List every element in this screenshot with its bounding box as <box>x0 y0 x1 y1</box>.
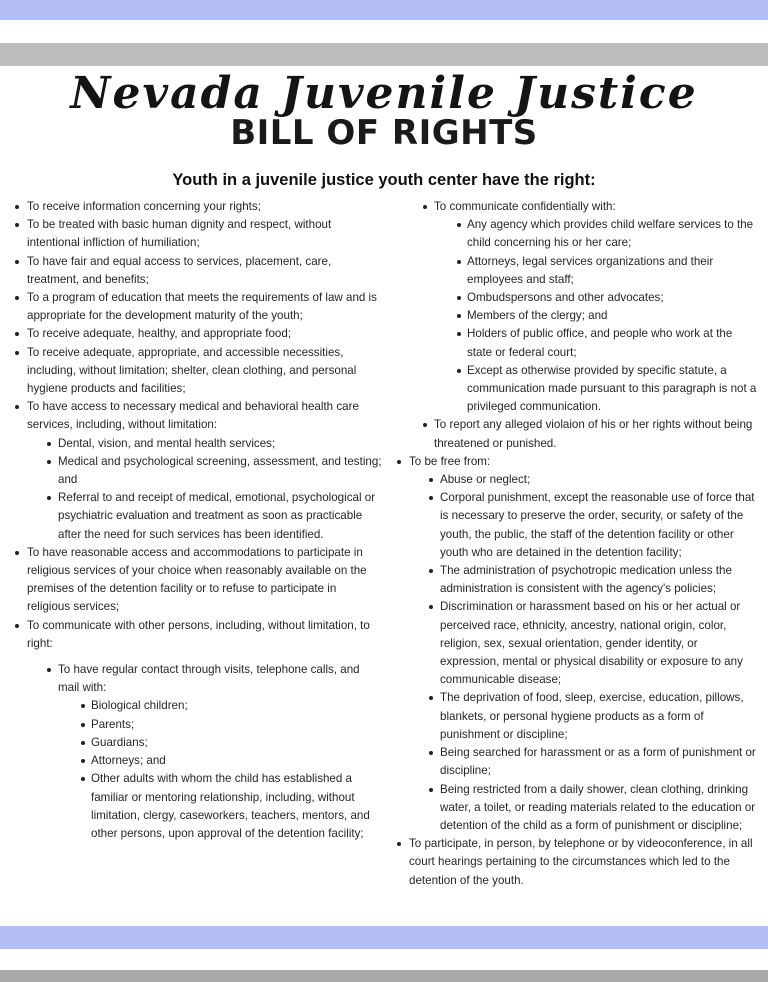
page-title: BILL OF RIGHTS <box>230 113 538 153</box>
confidential-item: Any agency which provides child welfare services to the child concerning his or her care; <box>454 216 758 252</box>
top-gray-band <box>0 43 768 66</box>
sublist-item: Referral to and receipt of medical, emotional, psychological or psychiatric evaluation and treatment as soon as practicable after the need for such services has been identified. <box>43 489 382 544</box>
contact-item: Parents; <box>78 716 382 734</box>
contact-item: Guardians; <box>78 734 382 752</box>
sublist-item: Dental, vision, and mental health services; <box>43 435 382 453</box>
list-item: To have fair and equal access to services, placement, care, treatment, and benefits; <box>10 253 382 289</box>
list-item: To receive adequate, healthy, and appropriate food; <box>10 325 382 343</box>
rights-list-right <box>392 198 758 890</box>
bottom-gray-band <box>0 970 768 982</box>
continued-items <box>392 198 758 453</box>
sublist-item-confidential <box>419 198 758 416</box>
right-column <box>392 198 758 890</box>
communicate-sublist <box>43 661 382 843</box>
confidential-item: Ombudspersons and other advocates; <box>454 289 758 307</box>
contact-item: Attorneys; and <box>78 752 382 770</box>
sublist-item: Being restricted from a daily shower, clean clothing, drinking water, a toilet, or reading materials related to the education or detention of the child as a form of punishment or discipline; <box>425 781 758 836</box>
contact-item: Other adults with whom the child has established a familiar or mentoring relationship, including, without limitation, clergy, caseworkers, teachers, mentors, and other persons, upon approval of the detention facility; <box>78 770 382 843</box>
list-item: To have reasonable access and accommodations to participate in religious services of your choice when reasonably available on the premises of the detention facility or to refuse to participate in religious services; <box>10 544 382 617</box>
confidential-item: Holders of public office, and people who work at the state or federal court; <box>454 325 758 361</box>
list-item: To be treated with basic human dignity and respect, without intentional infliction of humiliation; <box>10 216 382 252</box>
script-title: Nevada Juvenile Justice <box>70 68 698 119</box>
subtitle: Youth in a juvenile justice youth center have the right: <box>172 171 596 189</box>
confidential-item: Attorneys, legal services organizations and their employees and staff; <box>454 253 758 289</box>
list-item-communicate <box>10 617 382 843</box>
confidential-sublist <box>454 216 758 416</box>
bottom-accent-band <box>0 926 768 949</box>
contact-sublist <box>78 697 382 843</box>
list-item-text: To have access to necessary medical and behavioral health care services, including, without limitation: <box>27 400 359 432</box>
list-item-free <box>392 453 758 835</box>
list-item-health <box>10 398 382 544</box>
confidential-item: Except as otherwise provided by specific statute, a communication made pursuant to this paragraph is not a privileged communication. <box>454 362 758 417</box>
sublist-item: Corporal punishment, except the reasonable use of force that is necessary to preserve the order, security, or safety of the youth, the public, the staff of the detention facility or other youth who are detained in the detention facility; <box>425 489 758 562</box>
list-item-court: To participate, in person, by telephone or by videoconference, in all court hearings pertaining to the circumstances which led to the detention of the youth. <box>392 835 758 890</box>
sublist-item: Being searched for harassment or as a form of punishment or discipline; <box>425 744 758 780</box>
health-sublist <box>43 435 382 544</box>
contact-item: Biological children; <box>78 697 382 715</box>
sublist-item-report: To report any alleged violaion of his or her rights without being threatened or punished. <box>419 416 758 452</box>
rights-list-left <box>10 198 382 843</box>
confidential-item: Members of the clergy; and <box>454 307 758 325</box>
sublist-item: Discrimination or harassment based on his or her actual or perceived race, ethnicity, ancestry, national origin, color, religion, sex, sexual orientation, gender identity, or expression, mental or physical disability or exposure to any communicable disease; <box>425 598 758 689</box>
list-item: To a program of education that meets the requirements of law and is appropriate for the development maturity of the youth; <box>10 289 382 325</box>
sublist-item-text: To communicate confidentially with: <box>434 200 616 213</box>
top-accent-band <box>0 0 768 20</box>
list-item-text: To communicate with other persons, including, without limitation, to right: <box>27 618 370 650</box>
sublist-item: Medical and psychological screening, assessment, and testing; and <box>43 453 382 489</box>
sublist-item: Abuse or neglect; <box>425 471 758 489</box>
left-column <box>10 198 382 843</box>
sublist-item-text: To have regular contact through visits, telephone calls, and mail with: <box>58 663 360 695</box>
free-sublist <box>425 471 758 835</box>
continued-sublist <box>419 198 758 453</box>
list-item: To receive adequate, appropriate, and accessible necessities, including, without limitation; shelter, clean clothing, and personal hygiene products and facilities; <box>10 344 382 399</box>
list-item-text: To be free from: <box>409 454 491 468</box>
sublist-item-contact <box>43 661 382 843</box>
list-item: To receive information concerning your rights; <box>10 198 382 216</box>
sublist-item: The administration of psychotropic medication unless the administration is consistent with the agency's policies; <box>425 562 758 598</box>
sublist-item: The deprivation of food, sleep, exercise, education, pillows, blankets, or personal hygiene products as a form of punishment or discipline; <box>425 689 758 744</box>
